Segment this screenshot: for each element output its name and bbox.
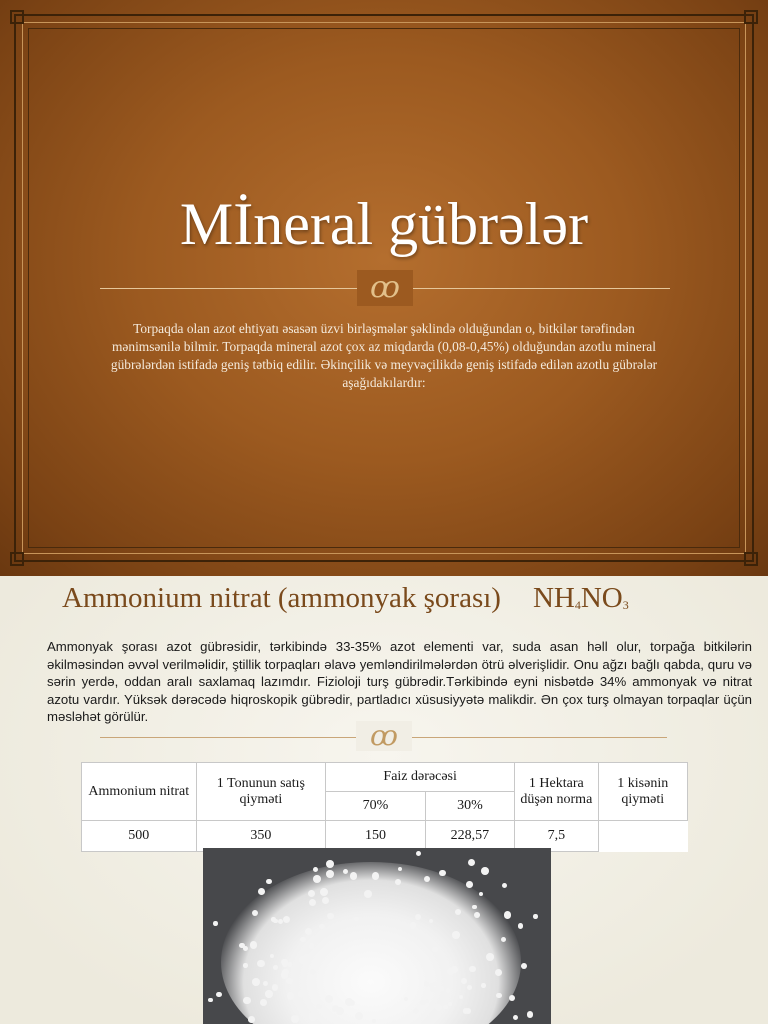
granule [466, 881, 473, 888]
granule [527, 1011, 533, 1017]
granule [243, 963, 247, 967]
granule [502, 883, 508, 889]
granule [496, 993, 501, 998]
granule [513, 1015, 518, 1020]
granule [465, 1008, 471, 1014]
granule [257, 960, 264, 967]
granule [286, 978, 292, 984]
granule [305, 928, 312, 935]
flourish-ornament-icon [356, 721, 412, 751]
granule [364, 890, 372, 898]
intro-paragraph: Torpaqda olan azot ehtiyatı əsasən üzvi birləşmələr şəklində olduğundan o, bitkilər tərəfindən mənimsənilə bilmir. Torpaqda mineral azot çox az miqdarda (0,08-0,45%) olduğundan azotlu mineral gübrələrdən istifadə geniş tətbiq edilir. Əkinçilik və meyvəçilikdə geniş istifadə edilən azotlu gübrələr aşağıdakılardır: [110, 321, 658, 390]
corner-ornament-bottom-left [10, 552, 24, 566]
granule [446, 988, 451, 993]
formula-part-nh: NH [532, 582, 575, 614]
flourish-glyph: ꝏ [370, 719, 398, 752]
granule [213, 921, 217, 925]
granule [287, 992, 294, 999]
granule [260, 999, 267, 1006]
flourish-glyph: ꝏ [370, 270, 400, 305]
granule [252, 910, 258, 916]
granule [533, 914, 537, 918]
header-price: 1 Tonunun satış qiyməti [196, 763, 326, 821]
granule [521, 963, 527, 969]
granule [486, 953, 493, 960]
granule [350, 872, 358, 880]
granule [281, 971, 288, 978]
granule [252, 978, 260, 986]
granule [319, 924, 325, 930]
chemical-formula [533, 582, 629, 614]
granule [271, 917, 276, 922]
granule [313, 875, 321, 883]
flourish-ornament-icon [357, 270, 413, 306]
granule [309, 899, 316, 906]
granule [469, 966, 475, 972]
granule [474, 912, 480, 918]
section-title [62, 582, 762, 615]
value-hectare: 228,57 [425, 821, 514, 852]
granule [518, 923, 524, 929]
granule [216, 992, 222, 998]
granule [288, 962, 292, 966]
granule [326, 860, 334, 868]
granule [416, 851, 421, 856]
granule [439, 870, 445, 876]
fertilizer-photo [203, 848, 551, 1024]
granule [325, 995, 333, 1003]
description-paragraph: Ammonyak şorası azot gübrəsidir, tərkibində 33-35% azot elementi var, suda asan həll olur, torpağa bitkilərin əkilməsindən əvvəl verilməlidir, ştillik torpaqları əlavə yemləndirilmələrdən ötrü əlverişlidir. Onu ağzı bağlı qabda, quru və sərin yerdə, oddan aralı saxlamaq lazımdır. Fizioloji turş gübrədir.Tərkibində eyni nisbətdə 34% ammonyak və nitrat azotu vardır. Yüksək dərəcədə hiqroskopik gübrədir, partladıcı xüsusiyyətə malikdir. Ən çox turş olmayan torpaqlar üçün məsləhət görülür. [47, 639, 752, 725]
granule [283, 916, 290, 923]
granule [429, 919, 433, 923]
granule [416, 1020, 422, 1024]
granule [481, 983, 486, 988]
granule [355, 1012, 363, 1020]
header-hectare: 1 Hektara düşən norma [515, 763, 598, 821]
granule [501, 937, 506, 942]
value-price: 500 [82, 821, 197, 852]
price-table [81, 762, 688, 852]
granule [272, 984, 278, 990]
granule [343, 869, 348, 874]
granule [208, 998, 213, 1003]
granule [336, 1007, 344, 1015]
granule [372, 872, 380, 880]
granule [432, 947, 437, 952]
granule [248, 1016, 255, 1023]
granule [452, 931, 460, 939]
table-row [82, 821, 688, 852]
granule [415, 914, 421, 920]
header-faiz: Faiz dərəcəsi [326, 763, 515, 792]
granule [266, 879, 272, 885]
granule [263, 981, 268, 986]
section-title-text: Ammonium nitrat (ammonyak şorası) [62, 582, 501, 614]
granule [504, 911, 512, 919]
row-label-cell: Ammonium nitrat [82, 763, 197, 821]
granule [322, 897, 329, 904]
corner-ornament-top-left [10, 10, 24, 24]
granule [468, 859, 475, 866]
granule [258, 888, 265, 895]
granule [509, 995, 515, 1001]
value-faiz-30: 150 [326, 821, 425, 852]
content-slide [0, 576, 768, 1024]
header-person: 1 kisənin qiyməti [598, 763, 687, 821]
granule [395, 879, 401, 885]
granule [345, 998, 353, 1006]
granule [316, 1004, 322, 1010]
formula-subscript-4: 4 [574, 598, 581, 612]
granule [273, 965, 278, 970]
corner-ornament-bottom-right [744, 552, 758, 566]
granule [326, 870, 333, 877]
corner-ornament-top-right [744, 10, 758, 24]
table-header-row [82, 763, 688, 792]
granule [298, 991, 304, 997]
granule [472, 905, 476, 909]
formula-part-no: NO [580, 582, 623, 614]
value-person: 7,5 [515, 821, 598, 852]
value-faiz-70: 350 [196, 821, 326, 852]
granule [430, 987, 435, 992]
granule [424, 876, 430, 882]
granule [309, 943, 314, 948]
granule [420, 1000, 425, 1005]
granule [270, 954, 274, 958]
formula-subscript-3: 3 [622, 598, 629, 612]
granule [481, 867, 489, 875]
granule [278, 919, 283, 924]
granule [443, 1005, 447, 1009]
granule [265, 990, 272, 997]
header-faiz-70: 70% [326, 792, 425, 821]
granule [243, 997, 251, 1005]
header-faiz-30: 30% [425, 792, 514, 821]
granule [467, 985, 472, 990]
slide-title: Mİneral gübrələr [179, 191, 589, 257]
